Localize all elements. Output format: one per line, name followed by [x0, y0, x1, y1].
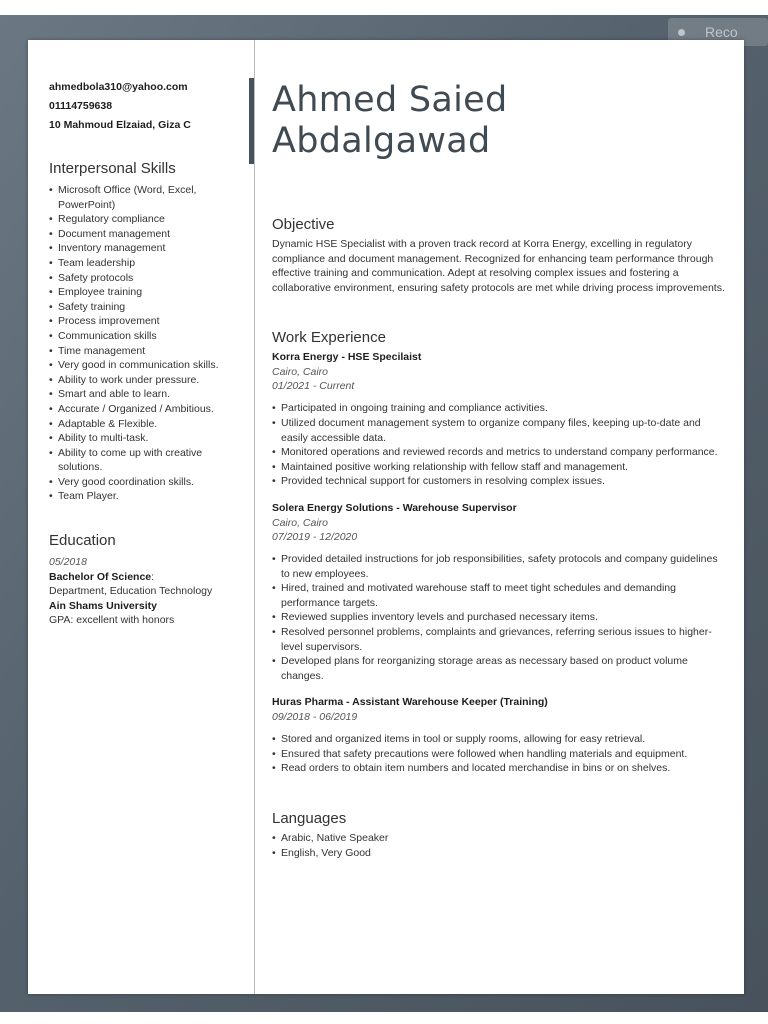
skill-item: • Employee training — [49, 285, 244, 300]
faded-overlay-label: Reco — [705, 24, 738, 40]
job-bullets — [272, 401, 727, 489]
education-school: Ain Shams University — [49, 599, 157, 612]
phone-number: 01114759638 — [49, 100, 113, 112]
job-entry — [272, 501, 727, 683]
bottom-strip — [0, 1012, 768, 1024]
skill-item: • Adaptable & Flexible. — [49, 417, 244, 432]
objective-heading: Objective — [272, 216, 335, 233]
name-second-line: Abdalgawad — [272, 121, 491, 161]
skill-item: • Document management — [49, 227, 244, 242]
job-bullet: • Reviewed supplies inventory levels and purchased necessary items. — [272, 610, 727, 625]
job-bullet: • Maintained positive working relationship with fellow staff and management. — [272, 460, 727, 475]
skill-item: • Ability to multi-task. — [49, 431, 244, 446]
home-address: 10 Mahmoud Elzaiad, Giza C — [49, 119, 191, 131]
degree-colon: : — [151, 570, 155, 583]
job-dates: 07/2019 - 12/2020 — [272, 530, 358, 543]
education-gpa: GPA: excellent with honors — [49, 614, 175, 627]
education-entry — [49, 555, 244, 628]
job-bullet: • Ensured that safety precautions were followed when handling materials and equipment. — [272, 747, 727, 762]
languages-list — [272, 831, 727, 860]
language-item: • English, Very Good — [272, 846, 727, 861]
column-divider — [254, 40, 255, 994]
skills-list — [49, 183, 244, 504]
skill-item: • Inventory management — [49, 241, 244, 256]
job-dates: 09/2018 - 06/2019 — [272, 711, 358, 724]
education-heading: Education — [49, 532, 116, 550]
skill-item: • Process improvement — [49, 314, 244, 329]
skills-heading: Interpersonal Skills — [49, 160, 176, 177]
skill-item: • Team Player. — [49, 489, 244, 504]
education-field: Department, Education Technology — [49, 585, 213, 598]
job-title: Korra Energy - HSE Specilaist — [272, 351, 422, 364]
top-strip — [0, 0, 768, 15]
skill-item: • Very good in communication skills. — [49, 358, 244, 373]
job-bullet: • Provided detailed instructions for job responsibilities, safety protocols and company guidelines to new employees. — [272, 552, 727, 581]
name-first-line: Ahmed Saied — [272, 80, 508, 120]
job-bullet: • Stored and organized items in tool or supply rooms, allowing for easy retrieval. — [272, 732, 727, 747]
job-title: Solera Energy Solutions - Warehouse Supervisor — [272, 501, 517, 514]
objective-text: Dynamic HSE Specialist with a proven track record at Korra Energy, excelling in regulatory compliance and document management. Recognized for enhancing team performance through effective training and communication. Adept at resolving complex issues and fostering a collaborative environment, ensuring safety protocols are met while driving process improvements. — [272, 238, 725, 294]
job-entry — [272, 695, 727, 776]
right-column — [272, 80, 727, 860]
language-item: • Arabic, Native Speaker — [272, 831, 727, 846]
skill-item: • Ability to work under pressure. — [49, 373, 244, 388]
left-column — [49, 78, 244, 628]
skill-item: • Ability to come up with creative solutions. — [49, 446, 244, 475]
job-bullet: • Developed plans for reorganizing storage areas as necessary based on product volume changes. — [272, 654, 727, 683]
email-address[interactable]: ahmedbola310@yahoo.com — [49, 81, 188, 93]
skill-item: • Time management — [49, 344, 244, 359]
education-degree: Bachelor Of Science — [49, 570, 152, 583]
job-bullet: • Provided technical support for customers in resolving complex issues. — [272, 474, 727, 489]
dot-icon — [678, 29, 685, 36]
skill-item: • Communication skills — [49, 329, 244, 344]
skill-item: • Safety protocols — [49, 271, 244, 286]
skill-item: • Smart and able to learn. — [49, 387, 244, 402]
job-bullet: • Participated in ongoing training and compliance activities. — [272, 401, 727, 416]
job-bullet: • Hired, trained and motivated warehouse staff to meet tight schedules and demanding performance targets. — [272, 581, 727, 610]
job-bullet: • Monitored operations and reviewed records and metrics to understand company performance. — [272, 445, 727, 460]
job-bullets — [272, 732, 727, 776]
skill-item: • Very good coordination skills. — [49, 475, 244, 490]
skill-item: • Regulatory compliance — [49, 212, 244, 227]
job-entry — [272, 350, 727, 489]
name-accent-bar — [249, 78, 254, 164]
job-bullet: • Read orders to obtain item numbers and located merchandise in bins or on shelves. — [272, 761, 727, 776]
skill-item: • Microsoft Office (Word, Excel, PowerPoint) — [49, 183, 244, 212]
job-dates: 01/2021 - Current — [272, 380, 355, 393]
education-date: 05/2018 — [49, 556, 87, 569]
experience-heading: Work Experience — [272, 329, 386, 347]
skill-item: • Team leadership — [49, 256, 244, 271]
job-title: Huras Pharma - Assistant Warehouse Keeper (Training) — [272, 696, 548, 709]
skill-item: • Safety training — [49, 300, 244, 315]
resume-page — [28, 40, 744, 994]
languages-heading: Languages — [272, 810, 347, 828]
job-location: Cairo, Cairo — [272, 516, 329, 529]
skill-item: • Accurate / Organized / Ambitious. — [49, 402, 244, 417]
job-bullet: • Utilized document management system to organize company files, keeping up-to-date and easily accessible data. — [272, 416, 727, 445]
job-bullet: • Resolved personnel problems, complaints and grievances, referring serious issues to higher-level supervisors. — [272, 625, 727, 654]
contact-block — [49, 78, 244, 135]
candidate-name — [272, 80, 727, 162]
job-bullets — [272, 552, 727, 683]
job-location: Cairo, Cairo — [272, 366, 329, 379]
